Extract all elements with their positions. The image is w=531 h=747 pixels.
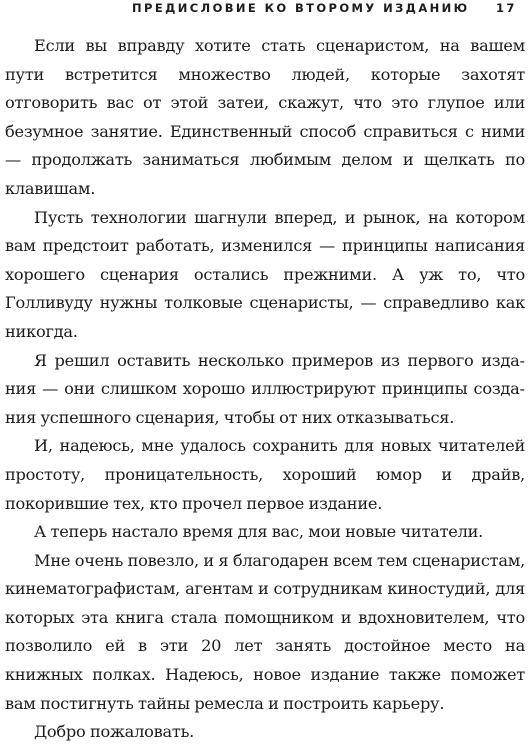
running-title: ПРЕДИСЛОВИЕ КО ВТОРОМУ ИЗДАНИЮ (132, 1, 470, 15)
paragraph: Если вы вправду хотите стать сценаристом, на вашем пути встретится множество людей, которые захотят отговорить вас от этой затеи, скажут, что это глупое или безумное занятие. Единственный способ справиться с ними — продолжать заниматься любимым делом и щелкать по клавишам. (5, 36, 525, 198)
paragraph: И, надеюсь, мне удалось сохранить для новых читателей простоту, проницательность, хороший юмор и драйв, покорившие тех, кто прочел первое издание. (5, 436, 525, 513)
paragraph: Я решил оставить несколько примеров из первого издания — они слишком хорошо иллюстрируют принципы создания успешного сценария, чтобы от них отказываться. (5, 350, 525, 427)
paragraph: Добро пожаловать. (34, 722, 195, 742)
running-header (0, 0, 531, 26)
body-text (5, 32, 525, 747)
paragraph: Пусть технологии шагнули вперед, и рынок, на котором вам предстоит работать, изменился — принципы написания хорошего сценария остались прежними. А уж то, что Голливуду нужны толковые сценаристы, — справедливо как никогда. (5, 207, 525, 341)
paragraph: Мне очень повезло, и я благодарен всем тем сценаристам, кинематографистам, агентам и сотрудникам киностудий, для которых эта книга стала помощником и вдохновителем, что позволило ей в эти 20 лет занять достойное место на книжных полках. Надеюсь, новое издание также поможет вам постигнуть тайны ремесла и построить карьеру. (5, 550, 525, 713)
page-number: 17 (496, 1, 517, 15)
paragraph: А теперь настало время для вас, мои новые читатели. (34, 522, 484, 542)
